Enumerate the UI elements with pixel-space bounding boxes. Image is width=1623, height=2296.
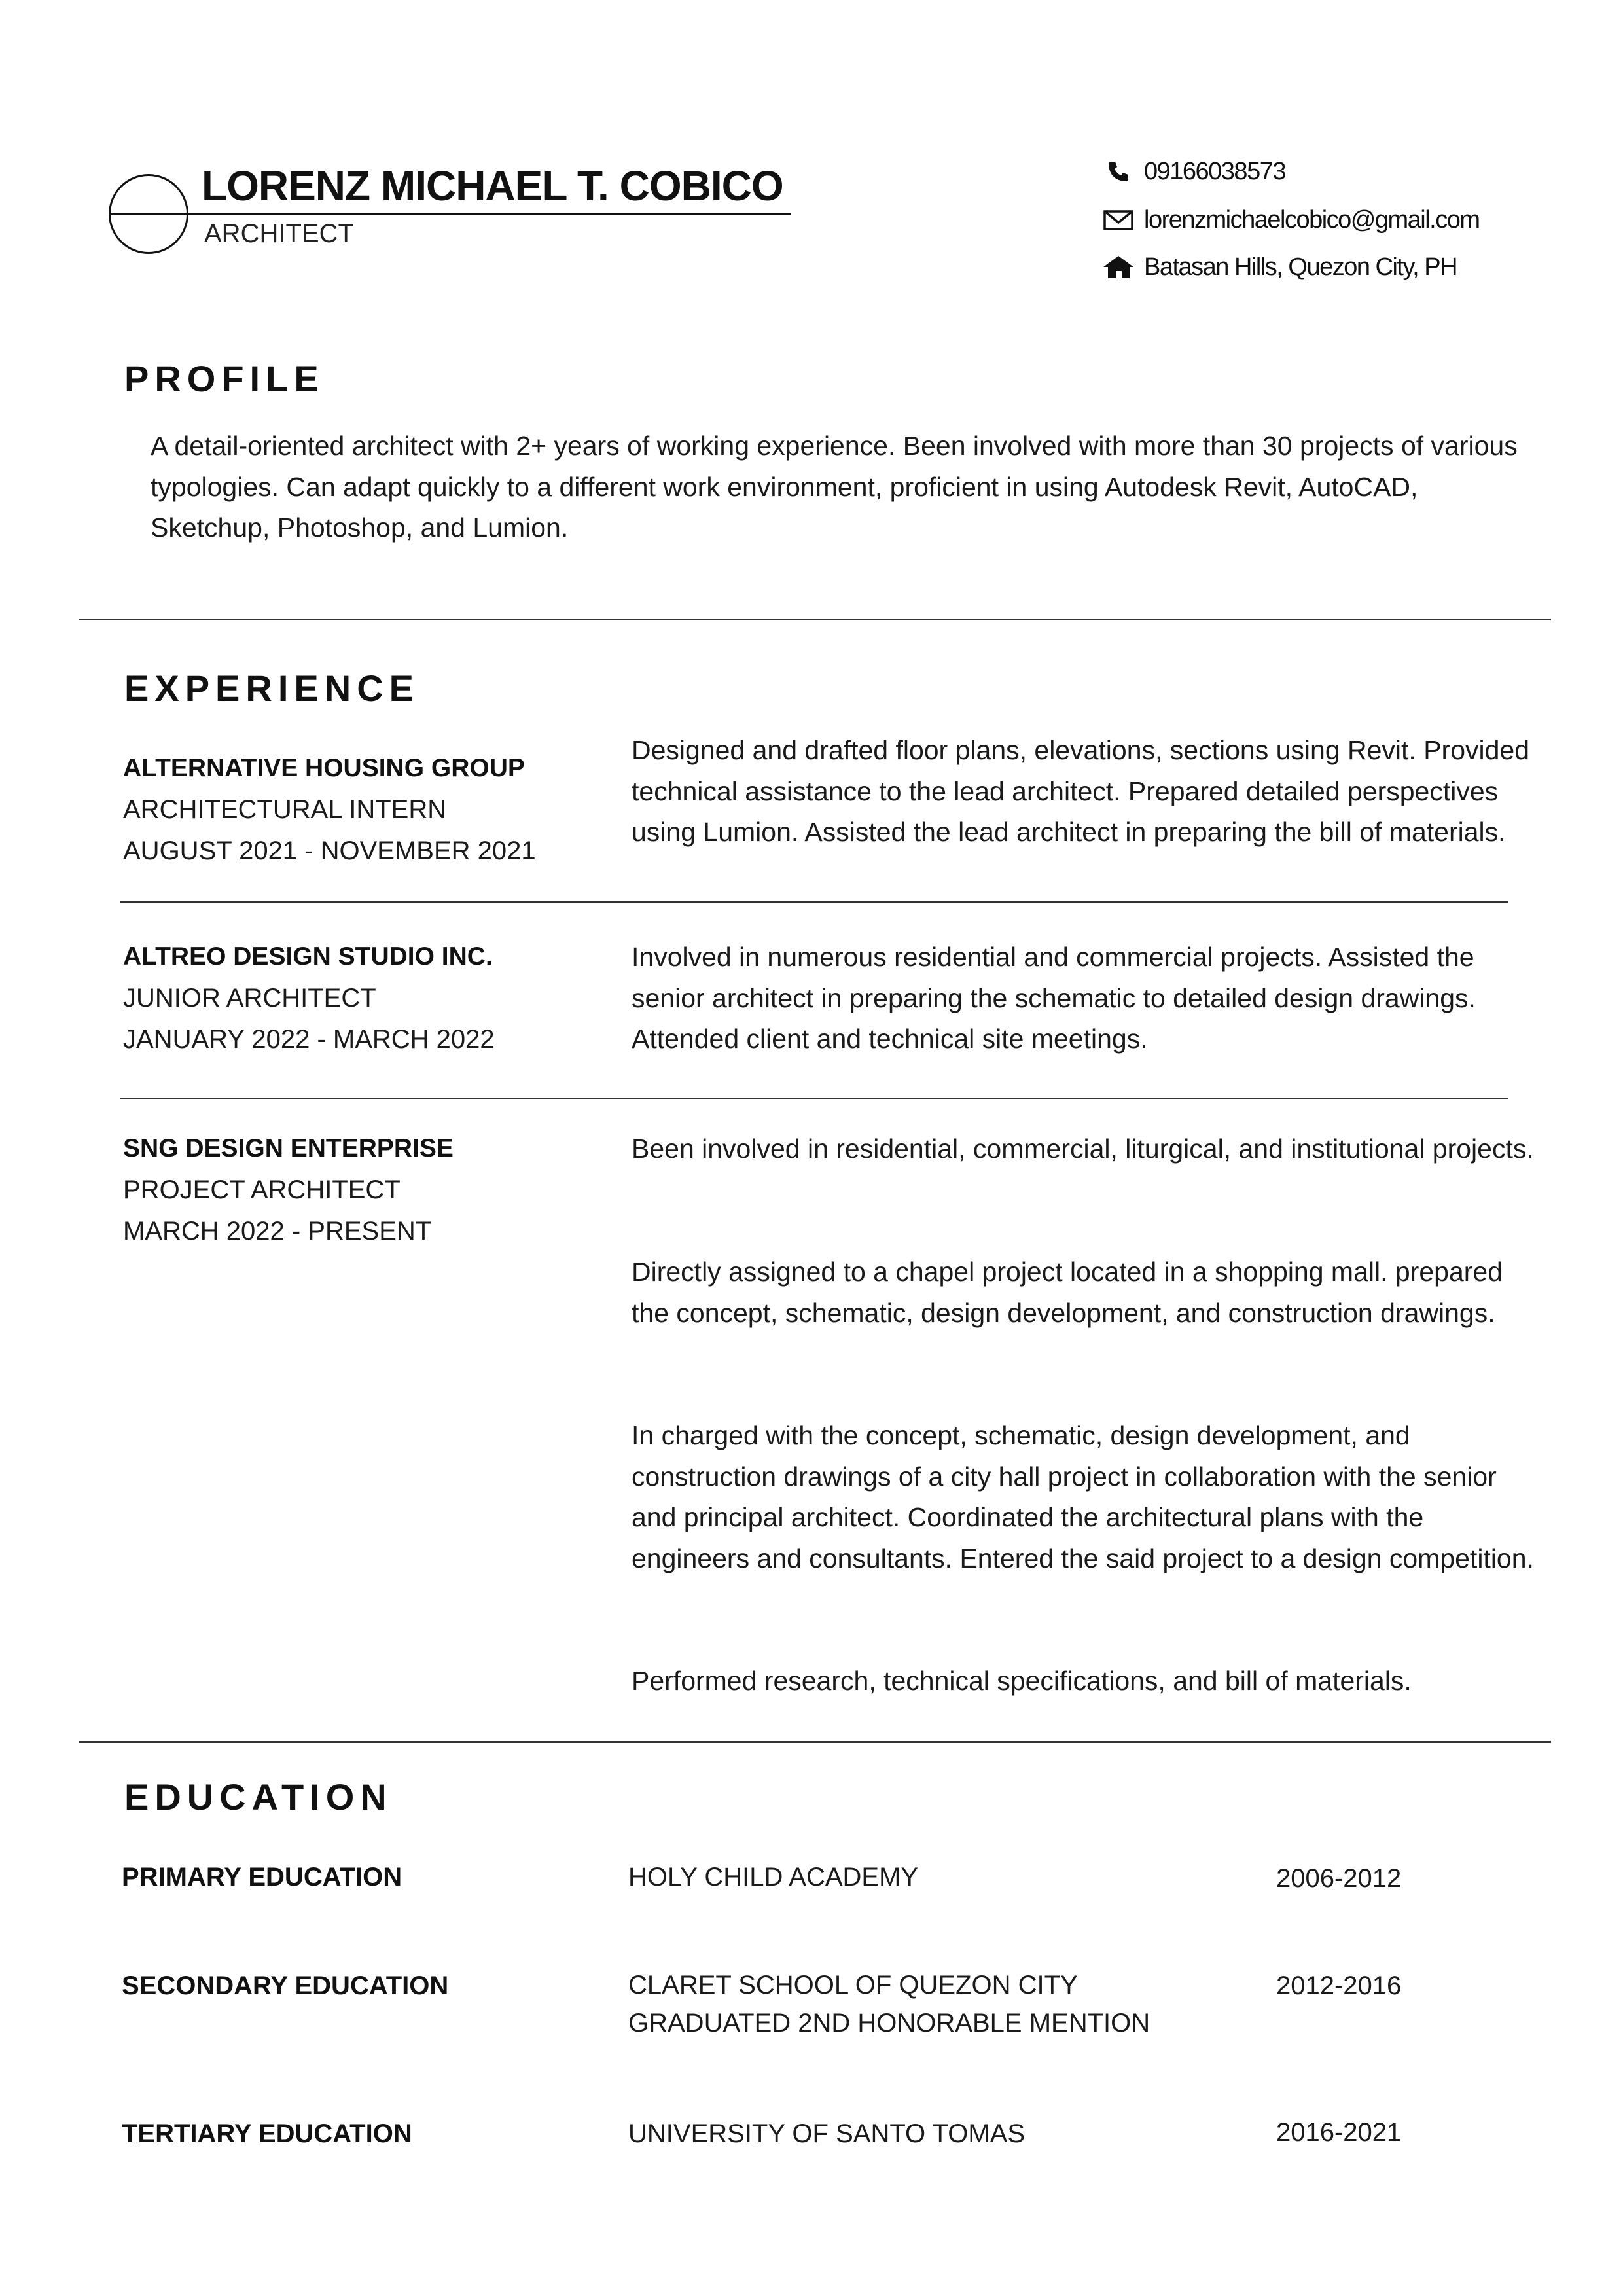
job-position: ARCHITECTURAL INTERN	[123, 795, 447, 824]
education-school: CLARET SCHOOL OF QUEZON CITY	[628, 1971, 1078, 2000]
job-description: In charged with the concept, schematic, design development, and construction drawings of a city hall project in collaboration with the senior and principal architect. Coordinated the architectural plans with the engineers and consultants. Entered the said project to a design competition.	[632, 1420, 1534, 1573]
job-company: SNG DESIGN ENTERPRISE	[123, 1134, 454, 1162]
home-icon	[1102, 251, 1135, 283]
candidate-title: ARCHITECT	[204, 219, 354, 248]
section-divider	[79, 1741, 1551, 1743]
job-divider	[120, 901, 1508, 903]
education-school: HOLY CHILD ACADEMY	[628, 1863, 919, 1892]
education-years: 2016-2021	[1276, 2118, 1402, 2147]
education-level: SECONDARY EDUCATION	[122, 1971, 449, 2000]
job-dates: AUGUST 2021 - NOVEMBER 2021	[123, 836, 536, 865]
job-divider	[120, 1098, 1508, 1099]
job-description: Involved in numerous residential and commercial projects. Assisted the senior architect in preparing the schematic to detailed design drawings. Attended client and technical site meetings.	[632, 942, 1476, 1054]
job-description: Performed research, technical specifications, and bill of materials.	[632, 1666, 1412, 1696]
education-note: GRADUATED 2ND HONORABLE MENTION	[628, 2009, 1150, 2037]
job-description: Designed and drafted floor plans, elevations, sections using Revit. Provided technical assistance to the lead architect. Prepared detailed perspectives using Lumion. Assisted the lead architect in preparing the bill of materials.	[632, 735, 1530, 847]
address-text: Batasan Hills, Quezon City, PH	[1144, 253, 1457, 281]
job-description: Been involved in residential, commercial, liturgical, and institutional projects.	[632, 1134, 1534, 1164]
job-dates: JANUARY 2022 - MARCH 2022	[123, 1025, 495, 1054]
education-years: 2006-2012	[1276, 1864, 1402, 1893]
experience-heading: EXPERIENCE	[124, 668, 419, 709]
job-position: JUNIOR ARCHITECT	[123, 984, 376, 1013]
contact-address	[1102, 249, 1457, 285]
education-level: PRIMARY EDUCATION	[122, 1863, 402, 1892]
candidate-name: LORENZ MICHAEL T. COBICO	[202, 162, 783, 209]
phone-icon	[1102, 155, 1135, 188]
education-school: UNIVERSITY OF SANTO TOMAS	[628, 2119, 1026, 2148]
job-position: PROJECT ARCHITECT	[123, 1175, 401, 1204]
section-divider	[79, 619, 1551, 620]
education-heading: EDUCATION	[124, 1776, 393, 1818]
job-company: ALTERNATIVE HOUSING GROUP	[123, 754, 525, 782]
contact-phone[interactable]	[1102, 153, 1285, 190]
contact-email[interactable]	[1102, 202, 1480, 238]
job-dates: MARCH 2022 - PRESENT	[123, 1217, 432, 1246]
header-underline	[109, 213, 791, 215]
education-years: 2012-2016	[1276, 1971, 1402, 2000]
job-company: ALTREO DESIGN STUDIO INC.	[123, 942, 493, 971]
phone-number: 09166038573	[1144, 157, 1285, 185]
mail-icon	[1102, 204, 1135, 236]
job-description: Directly assigned to a chapel project located in a shopping mall. prepared the concept, schematic, design development, and construction drawings.	[632, 1257, 1503, 1328]
profile-heading: PROFILE	[124, 358, 325, 399]
profile-text: A detail-oriented architect with 2+ years of working experience. Been involved with more than 30 projects of various typologies. Can adapt quickly to a different work environment, proficient in using Autodesk Revit, AutoCAD, Sketchup, Photoshop, and Lumion.	[151, 431, 1518, 543]
education-level: TERTIARY EDUCATION	[122, 2119, 412, 2148]
email-address: lorenzmichaelcobico@gmail.com	[1144, 206, 1480, 234]
